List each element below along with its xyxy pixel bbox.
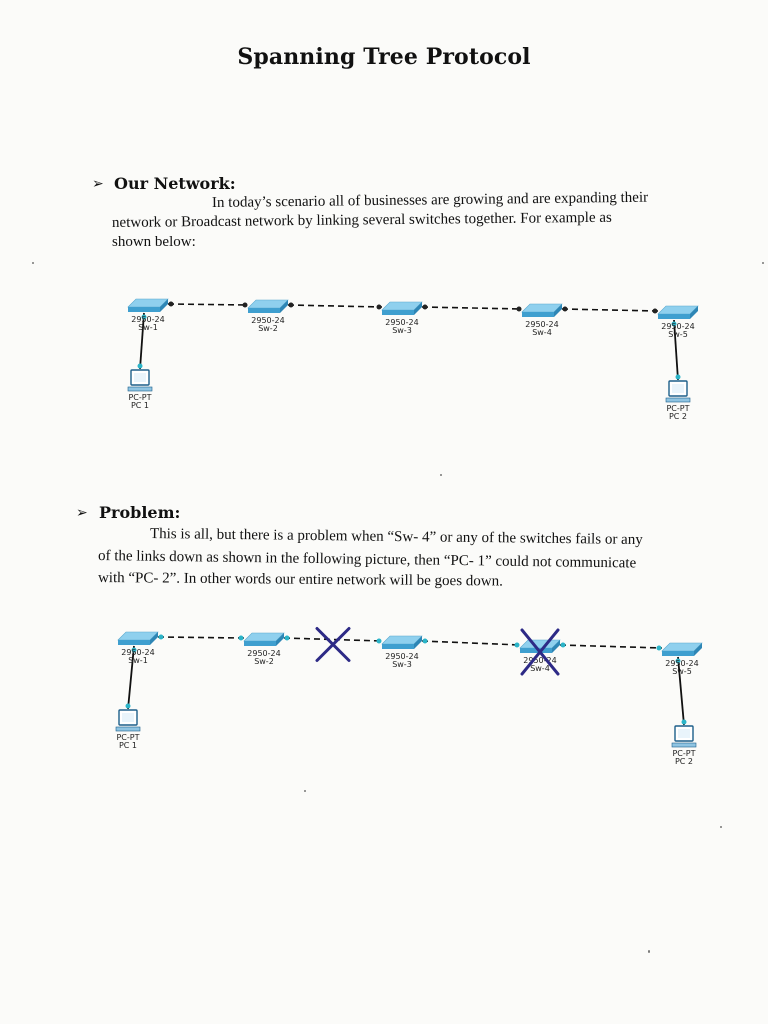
link-port-dot xyxy=(239,636,244,641)
node-name-label: Sw-1 xyxy=(138,323,158,332)
node-name-label: Sw-4 xyxy=(530,664,550,673)
pc-screen xyxy=(672,384,684,393)
link-port-dot xyxy=(377,639,382,644)
link-port-dot xyxy=(653,309,658,314)
scan-speck xyxy=(304,790,306,792)
node-model-label: PC-PT xyxy=(672,749,696,758)
pc-keyboard xyxy=(128,387,152,391)
pc-screen xyxy=(678,729,690,738)
paragraph-line: In today’s scenario all of businesses are growing and are expanding their xyxy=(211,189,649,211)
scan-speck xyxy=(32,262,34,264)
switch-icon xyxy=(662,643,702,656)
switch-icon xyxy=(118,632,158,645)
switch-icon xyxy=(382,636,422,649)
node-name-label: Sw-3 xyxy=(392,660,412,669)
link-cable xyxy=(422,641,520,645)
link-port-dot xyxy=(515,643,520,648)
switch-front xyxy=(118,640,150,645)
switch-front xyxy=(662,651,694,656)
paragraph-line: of the links down as shown in the following picture, then “PC- 1” could not communicate xyxy=(97,548,637,572)
node-name-label: Sw-1 xyxy=(128,656,148,665)
switch-front xyxy=(658,314,690,319)
link-cable xyxy=(560,645,662,648)
section-heading-problem: Problem: xyxy=(99,503,181,522)
pc-keyboard xyxy=(116,727,140,731)
scan-speck xyxy=(648,950,650,953)
node-model-label: 2950-24 xyxy=(523,656,557,665)
link-port-dot xyxy=(126,704,131,709)
switch-icon xyxy=(244,633,284,646)
scan-speck xyxy=(440,474,442,476)
link-port-dot xyxy=(563,307,568,312)
network-topology-diagram xyxy=(0,280,768,450)
switch-front xyxy=(248,308,280,313)
node-name-label: Sw-4 xyxy=(532,328,552,337)
pc-screen xyxy=(122,713,134,722)
scan-speck xyxy=(720,826,722,828)
link-port-dot xyxy=(676,375,681,380)
switch-front xyxy=(244,641,276,646)
switch-icon xyxy=(128,299,168,312)
link-port-dot xyxy=(657,646,662,651)
link-port-dot xyxy=(423,639,428,644)
pc-icon xyxy=(128,370,152,391)
link-port-dot xyxy=(159,635,164,640)
link-port-dot xyxy=(169,302,174,307)
link-cable xyxy=(158,637,244,638)
pc-icon xyxy=(666,381,690,402)
paragraph-line: with “PC- 2”. In other words our entire network will be goes down. xyxy=(97,570,503,590)
link-port-dot xyxy=(561,643,566,648)
node-name-label: Sw-2 xyxy=(258,324,278,333)
node-name-label: Sw-3 xyxy=(392,326,412,335)
node-name-label: Sw-5 xyxy=(668,330,688,339)
link-cable xyxy=(168,304,248,305)
switch-icon xyxy=(248,300,288,313)
node-model-label: 2950-24 xyxy=(121,648,155,657)
node-model-label: PC-PT xyxy=(128,393,152,402)
link-port-dot xyxy=(138,364,143,369)
node-model-label: 2950-24 xyxy=(251,316,285,325)
node-model-label: 2950-24 xyxy=(525,320,559,329)
link-port-dot xyxy=(289,303,294,308)
pc-keyboard xyxy=(672,743,696,747)
page-title: Spanning Tree Protocol xyxy=(237,44,531,70)
link-port-dot xyxy=(243,303,248,308)
link-cable xyxy=(562,309,658,311)
node-model-label: PC-PT xyxy=(666,404,690,413)
paragraph-line: shown below: xyxy=(112,234,196,250)
section-heading-our-network: Our Network: xyxy=(114,174,236,193)
switch-icon xyxy=(382,302,422,315)
problem-topology-diagram xyxy=(0,610,768,790)
link-port-dot xyxy=(423,305,428,310)
paragraph-line: network or Broadcast network by linking several switches together. For example as xyxy=(111,209,612,231)
link-cable xyxy=(288,305,382,307)
node-name-label: PC 1 xyxy=(118,741,138,750)
node-name-label: PC 2 xyxy=(668,412,688,421)
node-name-label: PC 2 xyxy=(674,757,694,766)
link-port-dot xyxy=(682,720,687,725)
node-model-label: 2950-24 xyxy=(247,649,281,658)
link-port-dot xyxy=(377,305,382,310)
bullet-arrow-icon: ➢ xyxy=(76,505,88,521)
node-model-label: 2950-24 xyxy=(131,315,165,324)
switch-front xyxy=(382,310,414,315)
switch-front xyxy=(128,307,160,312)
switch-icon xyxy=(522,304,562,317)
switch-icon xyxy=(658,306,698,319)
node-name-label: Sw-2 xyxy=(254,657,274,666)
node-model-label: 2950-24 xyxy=(385,318,419,327)
link-port-dot xyxy=(285,636,290,641)
paragraph-line: This is all, but there is a problem when “Sw- 4” or any of the switches fails or any xyxy=(149,526,643,549)
node-name-label: PC 1 xyxy=(130,401,150,410)
node-model-label: 2950-24 xyxy=(385,652,419,661)
link-cable xyxy=(284,638,382,641)
node-model-label: PC-PT xyxy=(116,733,140,742)
link-port-dot xyxy=(517,307,522,312)
node-model-label: 2950-24 xyxy=(665,659,699,668)
node-name-label: Sw-5 xyxy=(672,667,692,676)
pc-keyboard xyxy=(666,398,690,402)
link-cable xyxy=(422,307,522,309)
pc-icon xyxy=(116,710,140,731)
node-model-label: 2950-24 xyxy=(661,322,695,331)
switch-front xyxy=(382,644,414,649)
pc-screen xyxy=(134,373,146,382)
switch-front xyxy=(522,312,554,317)
pc-icon xyxy=(672,726,696,747)
bullet-arrow-icon: ➢ xyxy=(92,176,104,192)
scan-speck xyxy=(762,262,764,264)
